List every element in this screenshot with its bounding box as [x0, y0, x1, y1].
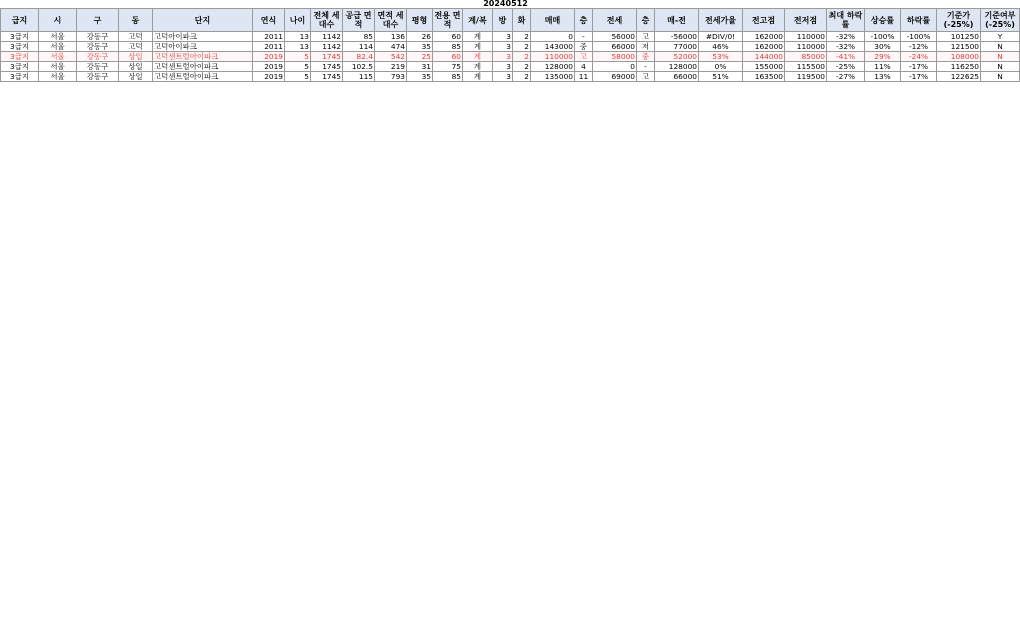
column-header[interactable]: 기준여부 (-25%) — [981, 9, 1020, 32]
table-cell[interactable]: 474 — [375, 42, 407, 52]
table-row[interactable] — [1, 32, 1020, 42]
table-cell[interactable]: 26 — [407, 32, 433, 42]
column-header[interactable]: 전세가율 — [699, 9, 743, 32]
column-header[interactable]: 구 — [77, 9, 119, 32]
table-cell[interactable]: 고덕 — [119, 32, 153, 42]
table-cell[interactable]: 119500 — [785, 72, 827, 82]
table-cell[interactable]: 강동구 — [77, 62, 119, 72]
table-cell[interactable]: 13% — [865, 72, 901, 82]
column-header[interactable]: 하락률 — [901, 9, 937, 32]
table-cell[interactable]: 144000 — [743, 52, 785, 62]
table-cell[interactable]: 강동구 — [77, 42, 119, 52]
table-cell[interactable]: 2 — [513, 72, 531, 82]
table-cell[interactable]: 1745 — [311, 62, 343, 72]
table-cell[interactable]: 3급지 — [1, 42, 39, 52]
table-cell[interactable]: 계 — [463, 62, 493, 72]
table-row[interactable] — [1, 62, 1020, 72]
table-cell[interactable]: -25% — [827, 62, 865, 72]
table-cell[interactable]: 29% — [865, 52, 901, 62]
table-row[interactable] — [1, 72, 1020, 82]
table-cell[interactable]: 58000 — [593, 52, 637, 62]
column-header[interactable]: 공급 면적 — [343, 9, 375, 32]
column-header[interactable]: 상승률 — [865, 9, 901, 32]
column-header[interactable]: 전세 — [593, 9, 637, 32]
table-cell[interactable]: -100% — [865, 32, 901, 42]
column-header[interactable]: 기준가 (-25%) — [937, 9, 981, 32]
table-cell[interactable]: 0% — [699, 62, 743, 72]
table-cell[interactable]: 52000 — [655, 52, 699, 62]
table-cell[interactable]: 35 — [407, 42, 433, 52]
table-cell[interactable]: 고덕아이파크 — [153, 42, 253, 52]
table-cell[interactable]: 3 — [493, 42, 513, 52]
column-header[interactable]: 층 — [575, 9, 593, 32]
table-cell[interactable]: 163500 — [743, 72, 785, 82]
table-body — [1, 32, 1020, 82]
table-row[interactable] — [1, 52, 1020, 62]
table-cell[interactable]: 계 — [463, 52, 493, 62]
table-cell[interactable]: 60 — [433, 52, 463, 62]
table-cell[interactable]: 46% — [699, 42, 743, 52]
data-table — [0, 8, 1020, 82]
column-header[interactable]: 방 — [493, 9, 513, 32]
table-cell[interactable]: 3급지 — [1, 72, 39, 82]
table-cell[interactable]: -32% — [827, 42, 865, 52]
table-cell[interactable]: 0 — [531, 32, 575, 42]
table-cell[interactable]: 56000 — [593, 32, 637, 42]
table-cell[interactable]: 강동구 — [77, 52, 119, 62]
column-header[interactable]: 전용 면적 — [433, 9, 463, 32]
table-cell[interactable]: 3급지 — [1, 62, 39, 72]
table-cell[interactable]: 110000 — [785, 32, 827, 42]
table-cell[interactable]: 상일 — [119, 62, 153, 72]
table-row[interactable] — [1, 42, 1020, 52]
table-cell[interactable]: 1142 — [311, 42, 343, 52]
table-cell[interactable]: 60 — [433, 32, 463, 42]
table-cell[interactable]: 저 — [637, 42, 655, 52]
table-cell[interactable]: 101250 — [937, 32, 981, 42]
table-cell[interactable]: 110000 — [785, 42, 827, 52]
table-cell[interactable]: N — [981, 62, 1020, 72]
column-header[interactable]: 전체 세대수 — [311, 9, 343, 32]
column-header[interactable]: 화 — [513, 9, 531, 32]
header-row — [1, 9, 1020, 32]
table-cell[interactable]: 고덕센트럴아이파크 — [153, 72, 253, 82]
table-cell[interactable]: 542 — [375, 52, 407, 62]
table-cell[interactable]: 고덕아이파크 — [153, 32, 253, 42]
column-header[interactable]: 전저점 — [785, 9, 827, 32]
table-cell[interactable]: 중 — [575, 42, 593, 52]
table-cell[interactable]: 4 — [575, 62, 593, 72]
table-cell[interactable]: 108000 — [937, 52, 981, 62]
table-cell[interactable]: -32% — [827, 32, 865, 42]
table-cell[interactable]: 66000 — [593, 42, 637, 52]
table-cell[interactable]: 116250 — [937, 62, 981, 72]
table-cell[interactable]: 3급지 — [1, 52, 39, 62]
table-cell[interactable]: 2 — [513, 32, 531, 42]
table-cell[interactable]: 219 — [375, 62, 407, 72]
column-header[interactable]: 매매 — [531, 9, 575, 32]
table-cell[interactable]: 계 — [463, 72, 493, 82]
column-header[interactable]: 시 — [39, 9, 77, 32]
column-header[interactable]: 평형 — [407, 9, 433, 32]
table-cell[interactable]: 31 — [407, 62, 433, 72]
column-header[interactable]: 층 — [637, 9, 655, 32]
table-cell[interactable]: 고 — [637, 72, 655, 82]
table-cell[interactable]: - — [575, 32, 593, 42]
table-cell[interactable]: 서울 — [39, 32, 77, 42]
table-cell[interactable]: 2 — [513, 42, 531, 52]
table-cell[interactable]: 5 — [285, 52, 311, 62]
table-cell[interactable]: 162000 — [743, 42, 785, 52]
table-cell[interactable]: 122625 — [937, 72, 981, 82]
table-cell[interactable]: 30% — [865, 42, 901, 52]
table-cell[interactable]: 상일 — [119, 52, 153, 62]
table-cell[interactable]: 110000 — [531, 52, 575, 62]
table-cell[interactable]: 85 — [433, 42, 463, 52]
table-cell[interactable]: -100% — [901, 32, 937, 42]
table-cell[interactable]: 상일 — [119, 72, 153, 82]
table-cell[interactable]: -12% — [901, 42, 937, 52]
table-cell[interactable]: 2011 — [253, 32, 285, 42]
table-cell[interactable]: -27% — [827, 72, 865, 82]
column-header[interactable]: 단지 — [153, 9, 253, 32]
table-cell[interactable]: 서울 — [39, 52, 77, 62]
column-header[interactable]: 계/복 — [463, 9, 493, 32]
column-header[interactable]: 나이 — [285, 9, 311, 32]
table-cell[interactable]: 75 — [433, 62, 463, 72]
table-cell[interactable]: 121500 — [937, 42, 981, 52]
table-cell[interactable]: 69000 — [593, 72, 637, 82]
table-cell[interactable]: 고 — [575, 52, 593, 62]
table-cell[interactable]: 고덕센트럴아이파크 — [153, 52, 253, 62]
table-cell[interactable]: N — [981, 72, 1020, 82]
table-cell[interactable]: 2 — [513, 52, 531, 62]
table-cell[interactable]: 85 — [433, 72, 463, 82]
table-cell[interactable]: 2019 — [253, 52, 285, 62]
table-cell[interactable]: 3급지 — [1, 32, 39, 42]
table-cell[interactable]: 128000 — [655, 62, 699, 72]
table-cell[interactable]: 102.5 — [343, 62, 375, 72]
table-cell[interactable]: 중 — [637, 52, 655, 62]
table-cell[interactable]: 135000 — [531, 72, 575, 82]
table-cell[interactable]: 128000 — [531, 62, 575, 72]
table-cell[interactable]: 11% — [865, 62, 901, 72]
table-cell[interactable]: 서울 — [39, 42, 77, 52]
table-cell[interactable]: 115500 — [785, 62, 827, 72]
table-cell[interactable]: 서울 — [39, 62, 77, 72]
table-cell[interactable]: 51% — [699, 72, 743, 82]
table-cell[interactable]: 136 — [375, 32, 407, 42]
table-cell[interactable]: 서울 — [39, 72, 77, 82]
table-cell[interactable]: 강동구 — [77, 72, 119, 82]
table-cell[interactable]: 793 — [375, 72, 407, 82]
table-cell[interactable]: 3 — [493, 52, 513, 62]
table-cell[interactable]: 3 — [493, 72, 513, 82]
table-cell[interactable]: 85000 — [785, 52, 827, 62]
table-cell[interactable]: 2019 — [253, 62, 285, 72]
table-cell[interactable]: 85 — [343, 32, 375, 42]
table-cell[interactable]: 3 — [493, 32, 513, 42]
table-cell[interactable]: 115 — [343, 72, 375, 82]
table-cell[interactable]: 162000 — [743, 32, 785, 42]
table-cell[interactable]: 114 — [343, 42, 375, 52]
table-cell[interactable]: 77000 — [655, 42, 699, 52]
table-cell[interactable]: N — [981, 42, 1020, 52]
table-cell[interactable]: -17% — [901, 72, 937, 82]
table-cell[interactable]: 155000 — [743, 62, 785, 72]
table-cell[interactable]: 143000 — [531, 42, 575, 52]
table-cell[interactable]: Y — [981, 32, 1020, 42]
table-cell[interactable]: 11 — [575, 72, 593, 82]
table-cell[interactable]: 13 — [285, 42, 311, 52]
table-cell[interactable]: 계 — [463, 42, 493, 52]
table-cell[interactable]: 5 — [285, 72, 311, 82]
table-cell[interactable]: 고 — [637, 32, 655, 42]
table-cell[interactable]: - — [637, 62, 655, 72]
column-header[interactable]: 전고점 — [743, 9, 785, 32]
table-cell[interactable]: 13 — [285, 32, 311, 42]
table-cell[interactable]: 5 — [285, 62, 311, 72]
table-cell[interactable]: -17% — [901, 62, 937, 72]
table-cell[interactable]: 82.4 — [343, 52, 375, 62]
table-cell[interactable]: 1745 — [311, 52, 343, 62]
table-cell[interactable]: 1142 — [311, 32, 343, 42]
table-cell[interactable]: 0 — [593, 62, 637, 72]
table-cell[interactable]: 2 — [513, 62, 531, 72]
table-cell[interactable]: 66000 — [655, 72, 699, 82]
table-cell[interactable]: 계 — [463, 32, 493, 42]
table-cell[interactable]: 강동구 — [77, 32, 119, 42]
table-cell[interactable]: 고덕 — [119, 42, 153, 52]
sheet-title: 20240512 — [483, 0, 528, 8]
table-cell[interactable]: 25 — [407, 52, 433, 62]
table-cell[interactable]: #DIV/0! — [699, 32, 743, 42]
column-header[interactable]: 동 — [119, 9, 153, 32]
column-header[interactable]: 최대 하락률 — [827, 9, 865, 32]
column-header[interactable]: 면적 세대수 — [375, 9, 407, 32]
table-cell[interactable]: 2011 — [253, 42, 285, 52]
column-header[interactable]: 매-전 — [655, 9, 699, 32]
table-cell[interactable]: -56000 — [655, 32, 699, 42]
table-cell[interactable]: 2019 — [253, 72, 285, 82]
column-header[interactable]: 연식 — [253, 9, 285, 32]
table-cell[interactable]: 35 — [407, 72, 433, 82]
table-cell[interactable]: 1745 — [311, 72, 343, 82]
table-cell[interactable]: N — [981, 52, 1020, 62]
table-cell[interactable]: 53% — [699, 52, 743, 62]
table-cell[interactable]: -24% — [901, 52, 937, 62]
table-cell[interactable]: 고덕센트럴아이파크 — [153, 62, 253, 72]
column-header[interactable]: 급지 — [1, 9, 39, 32]
table-cell[interactable]: 3 — [493, 62, 513, 72]
table-cell[interactable]: -41% — [827, 52, 865, 62]
